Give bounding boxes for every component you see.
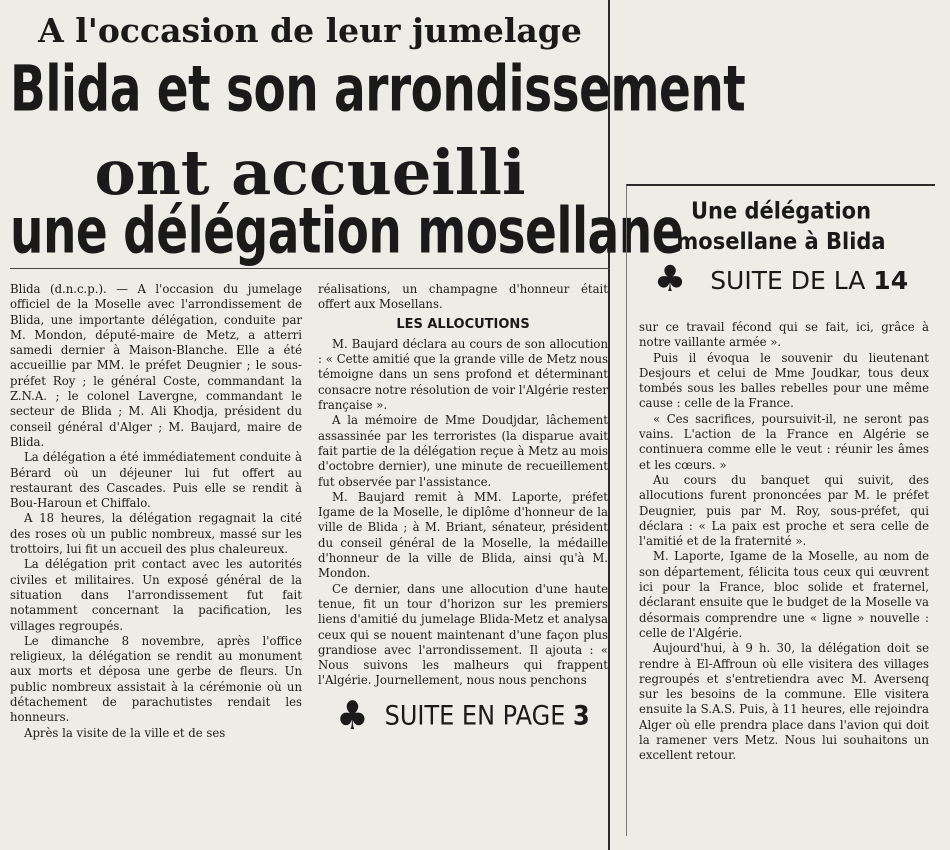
continued-from-page bbox=[627, 259, 935, 300]
paragraph: Au cours du banquet qui suivit, des allocutions furent prononcées par M. le préfet Deugnier, puis par M. Roy, sous-préfet, qui déclara : « La paix est proche et sera celle de l'amitié et de la fraternité ». bbox=[639, 472, 929, 549]
paragraph: Puis il évoqua le souvenir du lieutenant Desjours et celui de Mme Joudkar, tous deux tombés sous les balles rebelles pour une même cause : celle de la France. bbox=[639, 350, 929, 411]
continued-from-page-number: 14 bbox=[873, 265, 909, 295]
headline-line-1: Blida et son arrondissement bbox=[10, 52, 746, 127]
paragraph: Après la visite de la ville et de ses bbox=[24, 725, 226, 740]
paragraph: Aujourd'hui, à 9 h. 30, la délégation doit se rendre à El-Affroun où elle visitera des villages regroupés et s'entretiendra avec M. Aversenq sur les besoins de la commune. Elle visitera ensuite la S.A.S. Puis, à 11 heures, elle rejoindra Alger où elle prendra place dans l'avion qui doit la ramener vers Metz. Nous lui souhaitons un excellent retour. bbox=[639, 641, 929, 763]
paragraph: M. Baujard remit à MM. Laporte, préfet Igame de la Moselle, le diplôme d'honneur de la ville de Blida ; à M. Briant, sénateur, président du conseil général de la Moselle, la médaille d'honneur de la ville de Blida, ainsi qu'à M. Mondon. bbox=[318, 489, 608, 581]
paragraph: La délégation prit contact avec les autorités civiles et militaires. Un exposé général de la situation dans l'arrondissement fut fait notamment concernant la pacification, les villages regroupés. bbox=[10, 557, 302, 633]
headline-line-2: ont accueilli bbox=[94, 136, 526, 209]
headline-line-3: une délégation mosellane bbox=[10, 194, 684, 269]
club-icon: ♣ bbox=[336, 693, 369, 739]
paragraph: Le dimanche 8 novembre, après l'office religieux, la délégation se rendit au monument aux morts et déposa une gerbe de fleurs. Un public nombreux assistait à la cérémonie où un détachement de parachutistes rendait les honneurs. bbox=[10, 633, 302, 725]
club-icon: ♣ bbox=[653, 259, 687, 300]
paragraph: M. Baujard déclara au cours de son allocution : « Cette amitié que la grande ville de Metz nous témoigne dans un sens profond et déterminant consacre notre résolution de voir l'Algérie rester française ». bbox=[318, 336, 608, 413]
continuation-sidebar bbox=[626, 184, 935, 836]
sidebar-title: Une délégation mosellane à Blida bbox=[676, 197, 886, 255]
continued-page-number: 3 bbox=[573, 700, 590, 732]
sidebar-text bbox=[639, 320, 929, 830]
article-column-1 bbox=[10, 282, 302, 837]
continued-from-label: SUITE DE LA 14 bbox=[710, 265, 909, 295]
paragraph: M. Laporte, Igame de la Moselle, au nom de son département, félicita tous ceux qui œuvrent ici pour la France, bloc solide et fraternel, déclarant ensuite que le budget de la Moselle va désormais comprendre une « ligne » nouvelle : celle de l'Algérie. bbox=[639, 549, 929, 640]
paragraph: Ce dernier, dans une allocution d'une haute tenue, fit un tour d'horizon sur les premiers liens d'amitié du jumelage Blida-Metz et analysa ceux qui se nouent maintenant d'une façon plus grandiose avec l'arrondissement. Il ajouta : « Nous suivons les malheurs qui frappent l'Algérie. Journellement, nous nous penchons bbox=[318, 581, 608, 688]
paragraph: A la mémoire de Mme Doudjdar, lâchement assassinée par les terroristes (la disparue avait fait partie de la délégation reçue à Metz au mois d'octobre dernier), une minute de recueillement fut observée par l'assistance. bbox=[318, 413, 608, 489]
section-subhead: LES ALLOCUTIONS bbox=[396, 316, 530, 332]
paragraph: Blida (d.n.c.p.). — A l'occasion du jumelage officiel de la Moselle avec l'arrondissement de Blida, une importante délégation, conduite par M. Mondon, député-maire de Metz, a atterri samedi dernier à Maison-Blanche. Elle a été accueillie par MM. le préfet Deugnier ; le sous-préfet Roy ; le général Coste, commandant la Z.N.A. ; le colonel Lavergne, commandant le secteur de Blida ; M. Ali Khodja, président du conseil général d'Alger ; M. Baujard, maire de Blida. bbox=[10, 282, 302, 449]
paragraph: réalisations, un champagne d'honneur était offert aux Mosellans. bbox=[318, 282, 608, 312]
main-article bbox=[10, 0, 746, 850]
continued-label: SUITE EN PAGE 3 bbox=[384, 700, 590, 732]
paragraph: « Ces sacrifices, poursuivit-il, ne seront pas vains. L'action de la France en Algérie se continuera comme elle le veut : réunir les âmes et les cœurs. » bbox=[639, 411, 929, 472]
paragraph: A 18 heures, la délégation regagnait la cité des roses où un public nombreux, massé sur les trottoirs, lui fit un accueil des plus chaleureux. bbox=[10, 511, 302, 557]
paragraph: sur ce travail fécond qui se fait, ici, grâce à notre vaillante armée ». bbox=[639, 320, 929, 350]
headline-divider bbox=[10, 268, 610, 269]
article-column-2 bbox=[318, 282, 608, 837]
paragraph: La délégation a été immédiatement conduite à Bérard où un déjeuner lui fut offert au restaurant des Cascades. Puis elle se rendit à Bou-Haroun et Chiffalo. bbox=[10, 450, 302, 511]
article-kicker: A l'occasion de leur jumelage bbox=[38, 11, 582, 50]
continued-on-page bbox=[318, 693, 608, 739]
